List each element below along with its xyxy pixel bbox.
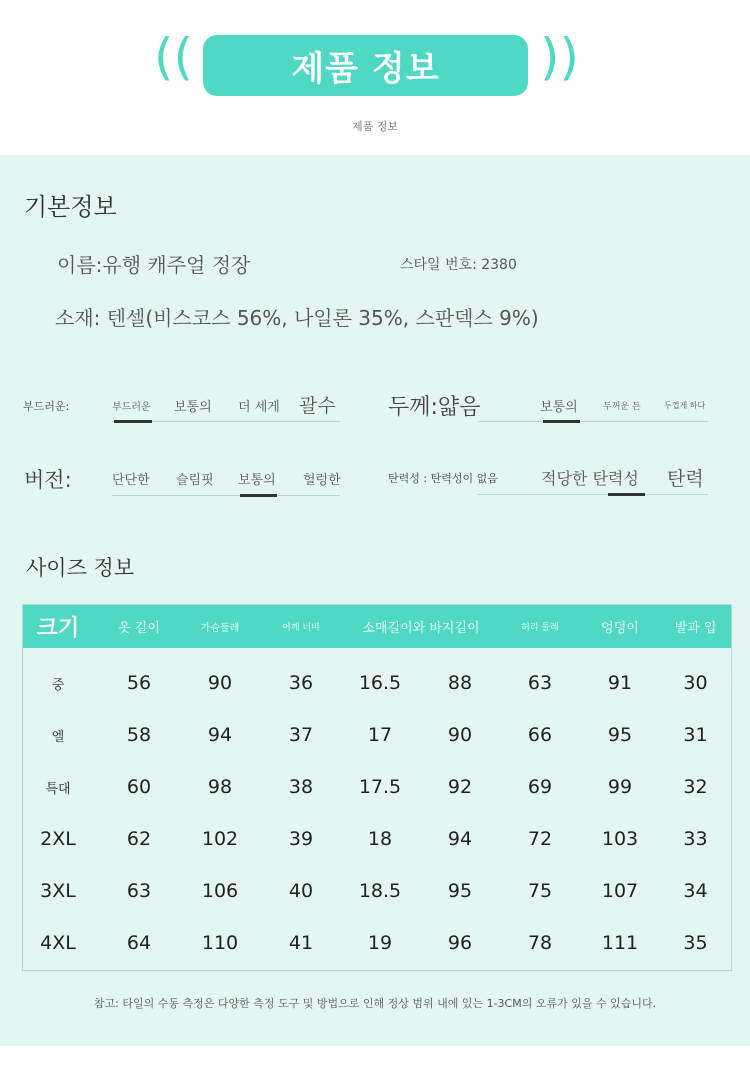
- table-cell: 111: [601, 932, 639, 954]
- table-cell: 88: [447, 672, 473, 694]
- elasticity-option-elastic: 탄력: [667, 468, 704, 490]
- size-cell: 엘: [51, 729, 65, 745]
- table-cell: 18.5: [358, 880, 402, 902]
- table-cell: 30: [683, 672, 708, 694]
- table-cell: 19: [367, 932, 393, 954]
- table-cell: 40: [288, 880, 314, 902]
- table-cell: 38: [288, 776, 314, 798]
- table-cell: 107: [601, 880, 639, 902]
- table-cell: 39: [288, 828, 314, 850]
- fit-option-normal: 보통의: [238, 473, 276, 488]
- size-cell: 특대: [45, 781, 71, 797]
- table-cell: 95: [607, 724, 633, 746]
- size-cell: 4XL: [40, 932, 76, 954]
- page-subtitle: 제품 정보: [351, 120, 398, 133]
- table-cell: 94: [447, 828, 473, 850]
- table-cell: 41: [288, 932, 314, 954]
- table-cell: 16.5: [358, 672, 402, 694]
- table-cell: 62: [126, 828, 152, 850]
- table-cell: 63: [527, 672, 553, 694]
- table-cell: 63: [126, 880, 152, 902]
- table-cell: 69: [527, 776, 553, 798]
- column-header-waist: 허리 둘레: [521, 623, 559, 633]
- thickness-option-thick: 두꺼운 든: [603, 402, 641, 412]
- table-cell: 34: [683, 880, 708, 902]
- fit-selection-bar: [240, 494, 277, 497]
- thickness-underline: [478, 421, 708, 422]
- material: 소재: 텐셀(비스코스 56%, 나일론 35%, 스판덱스 9%): [55, 306, 539, 330]
- table-cell: 56: [126, 672, 152, 694]
- table-cell: 17: [367, 724, 393, 746]
- table-cell: 72: [527, 828, 553, 850]
- table-cell: 91: [607, 672, 633, 694]
- table-cell: 31: [683, 724, 708, 746]
- style-number: 스타일 번호: 2380: [400, 257, 517, 273]
- softness-option-soft: 부드러운: [112, 402, 151, 413]
- right-parenthesis-decoration: )): [540, 28, 580, 86]
- size-table-header: [23, 605, 731, 648]
- product-name: 이름:유행 캐주얼 정장: [57, 253, 251, 277]
- column-header-size: 크기: [36, 616, 80, 641]
- size-table: [22, 604, 732, 971]
- table-cell: 33: [683, 828, 708, 850]
- softness-option-extra: 괄수: [299, 395, 336, 417]
- column-header-chest: 가슴둘레: [200, 623, 240, 634]
- table-cell: 37: [288, 724, 314, 746]
- fit-option-slim: 슬림핏: [176, 473, 214, 488]
- table-cell: 95: [447, 880, 473, 902]
- table-cell: 92: [447, 776, 473, 798]
- size-cell: 3XL: [40, 880, 76, 902]
- elasticity-underline: [478, 494, 708, 495]
- size-info-title: 사이즈 정보: [26, 556, 135, 580]
- left-parenthesis-decoration: ((: [154, 28, 194, 86]
- softness-selection-bar: [114, 420, 152, 423]
- table-cell: 75: [527, 880, 553, 902]
- table-cell: 99: [607, 776, 633, 798]
- elasticity-selection-bar: [608, 493, 645, 496]
- table-cell: 60: [126, 776, 152, 798]
- column-header-hem: 발과 입: [674, 621, 717, 636]
- column-header-hip: 엉덩이: [601, 621, 639, 636]
- page-title: 제품 정보: [203, 35, 528, 96]
- elasticity-label: 탄력성 : 탄력성이 없음: [388, 472, 498, 485]
- fit-label: 버전:: [24, 468, 72, 492]
- table-cell: 106: [201, 880, 239, 902]
- table-cell: 78: [527, 932, 553, 954]
- table-cell: 94: [207, 724, 233, 746]
- table-cell: 90: [447, 724, 473, 746]
- table-cell: 35: [683, 932, 708, 954]
- size-cell: 2XL: [40, 828, 76, 850]
- table-cell: 58: [126, 724, 152, 746]
- softness-option-normal: 보통의: [174, 400, 212, 415]
- column-header-sleeve-and-pants: 소매길이와 바지길이: [362, 621, 480, 636]
- elasticity-option-moderate: 적당한 탄력성: [541, 469, 639, 488]
- fit-underline: [112, 495, 340, 496]
- table-cell: 64: [126, 932, 152, 954]
- size-cell: 중: [51, 677, 65, 693]
- footer-space: [0, 1046, 750, 1090]
- fit-option-loose: 헐렁한: [303, 473, 341, 488]
- thickness-label: 두께:얇음: [388, 395, 481, 420]
- table-cell: 98: [207, 776, 233, 798]
- thickness-selection-bar: [543, 420, 580, 423]
- table-cell: 96: [447, 932, 473, 954]
- table-cell: 17.5: [358, 776, 402, 798]
- softness-label: 부드러운:: [23, 400, 70, 413]
- table-cell: 110: [201, 932, 239, 954]
- table-cell: 32: [683, 776, 708, 798]
- fit-option-tight: 단단한: [112, 473, 150, 488]
- table-cell: 18: [367, 828, 393, 850]
- table-cell: 102: [201, 828, 239, 850]
- table-cell: 90: [207, 672, 233, 694]
- header: [0, 0, 750, 155]
- column-header-length: 옷 길이: [118, 621, 160, 636]
- thickness-option-thicker: 두껍게 하다: [664, 401, 706, 410]
- basic-info-title: 기본정보: [24, 193, 117, 221]
- thickness-option-normal: 보통의: [540, 400, 578, 415]
- softness-option-harder: 더 세게: [238, 400, 280, 415]
- measurement-note: 참고: 타일의 수동 측정은 다양한 측정 도구 및 방법으로 인해 정상 범위 내에 있는 1-3CM의 오류가 있을 수 있습니다.: [93, 997, 657, 1010]
- column-header-shoulder: 어깨 너비: [282, 623, 320, 633]
- table-cell: 66: [527, 724, 553, 746]
- table-cell: 103: [601, 828, 639, 850]
- table-cell: 36: [288, 672, 314, 694]
